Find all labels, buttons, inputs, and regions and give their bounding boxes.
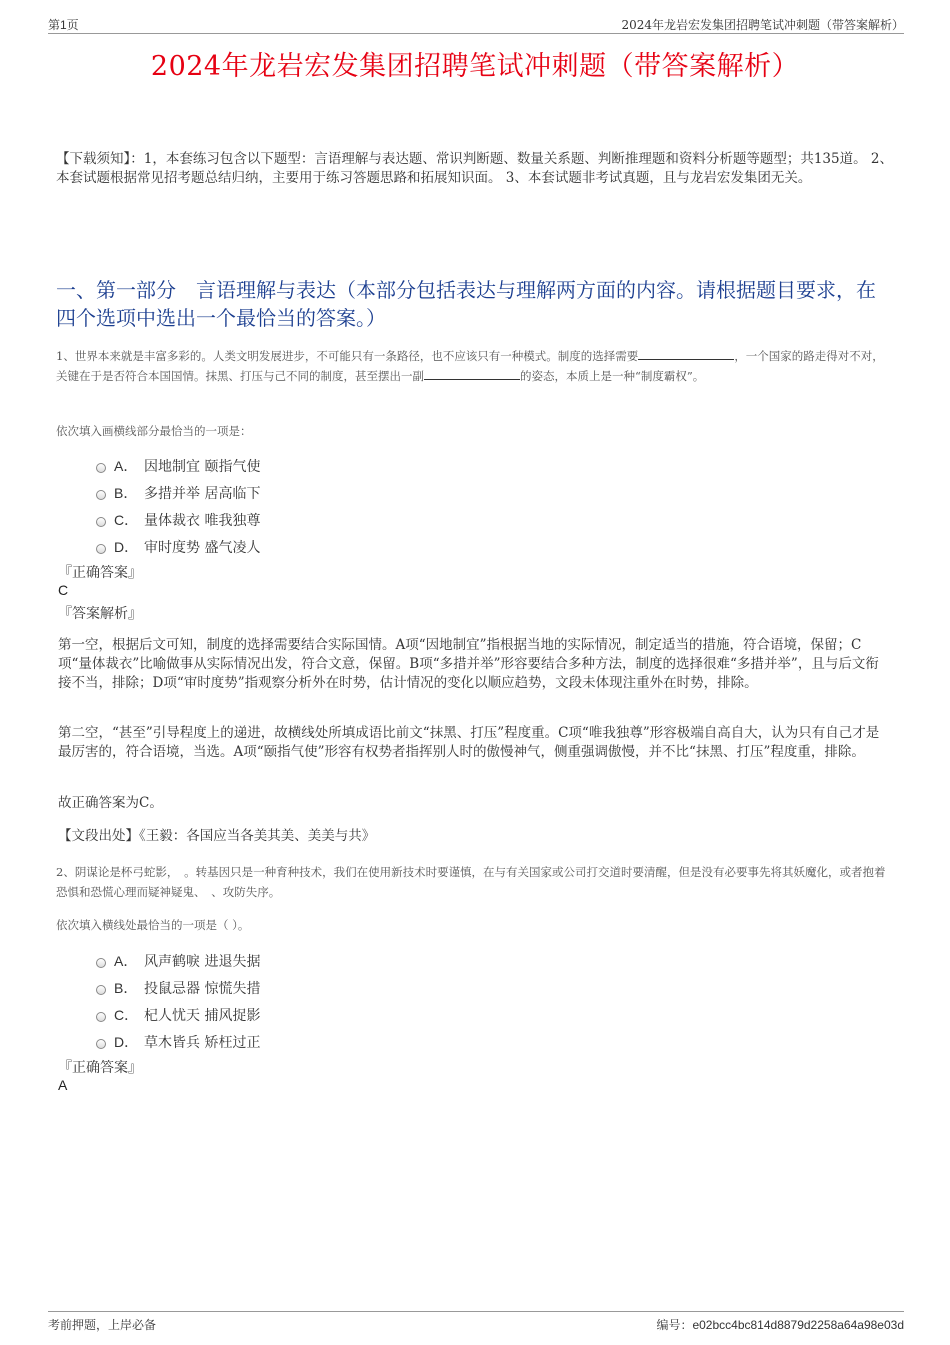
- option-d[interactable]: D． 审时度势 盛气凌人: [96, 533, 260, 560]
- answer-value-2: A: [58, 1077, 68, 1093]
- answer-label-1: 『正确答案』: [58, 565, 142, 581]
- footer-slogan: 考前押题，上岸必备: [48, 1318, 157, 1332]
- question-1-text-part1: 1、世界本来就是丰富多彩的。人类文明发展进步，不可能只有一条路径，也不应该只有一种模式。制度的选择需要: [56, 349, 639, 363]
- radio-icon[interactable]: [96, 1012, 106, 1022]
- fill-blank-2: [424, 368, 520, 380]
- analysis-label-1: 『答案解析』: [58, 606, 142, 622]
- answer-label-2: 『正确答案』: [58, 1060, 142, 1076]
- footer-code: [656, 1316, 904, 1333]
- page-number: 第1页: [48, 18, 79, 32]
- radio-icon[interactable]: [96, 463, 106, 473]
- analysis-paragraph-1: 第一空，根据后文可知，制度的选择需要结合实际国情。A项“因地制宜”指根据当地的实际情况，制定适当的措施，符合语境，保留；C项“量体裁衣”比喻做事从实际情况出发，符合文意，保留。B项“多措并举”形容要结合多种方法，制度的选择很难“多措并举”，且与后文衔接不当，排除；D项“审时度势”指观察分析外在时势，估计情况的变化以顺应趋势，文段未体现注重外在时势，排除。: [58, 637, 879, 691]
- question-1-text: [56, 346, 890, 386]
- question-2-options: [96, 947, 260, 1055]
- page-header: [48, 14, 904, 34]
- page-title: 2024年龙岩宏发集团招聘笔试冲刺题（带答案解析）: [150, 51, 800, 82]
- option-b[interactable]: B． 投鼠忌器 惊慌失措: [96, 974, 260, 1001]
- option-c[interactable]: C． 杞人忧天 捕风捉影: [96, 1001, 260, 1028]
- page-footer: [48, 1311, 904, 1335]
- option-a[interactable]: A． 风声鹤唳 进退失据: [96, 947, 260, 974]
- header-doc-title: 2024年龙岩宏发集团招聘笔试冲刺题（带答案解析）: [621, 18, 904, 32]
- footer-code-label: 编号：: [656, 1318, 693, 1332]
- question-1-text-part2: ，一个国家的路走得对不对，关键在于是否符合本国国情。抹黑、打压与己不同的制度，甚至摆出一副: [56, 349, 884, 383]
- source-citation: 【文段出处】《王毅：各国应当各美其美、美美与共》: [58, 828, 376, 844]
- option-c[interactable]: C． 量体裁衣 唯我独尊: [96, 506, 260, 533]
- option-a[interactable]: A． 因地制宜 颐指气使: [96, 452, 260, 479]
- footer-code-value: e02bcc4bc814d8879d2258a64a98e03d: [692, 1318, 904, 1332]
- radio-icon[interactable]: [96, 544, 106, 554]
- radio-icon[interactable]: [96, 985, 106, 995]
- analysis-conclusion: 故正确答案为C。: [58, 795, 163, 811]
- download-notice: 【下载须知】：1，本套练习包含以下题型：言语理解与表达题、常识判断题、数量关系题、判断推理题和资料分析题等题型；共135道。 2、本套试题根据常见招考题总结归纳，主要用于练习答题思路和拓展知识面。 3、本套试题非考试真题，且与龙岩宏发集团无关。: [56, 151, 893, 186]
- option-b[interactable]: B． 多措并举 居高临下: [96, 479, 260, 506]
- section-heading: 一、第一部分 言语理解与表达（本部分包括表达与理解两方面的内容。请根据题目要求，在四个选项中选出一个最恰当的答案。）: [56, 278, 876, 330]
- question-2-prompt: 依次填入横线处最恰当的一项是（ ）。: [56, 918, 250, 932]
- question-1-text-part3: 的姿态，本质上是一种“制度霸权”。: [520, 369, 705, 383]
- radio-icon[interactable]: [96, 517, 106, 527]
- question-2-text: 2、阴谋论是杯弓蛇影， 。转基因只是一种育种技术，我们在使用新技术时要谨慎，在与有关国家或公司打交道时要清醒，但是没有必要事先将其妖魔化，或者抱着恐惧和恐慌心理而疑神疑鬼、 、攻防失序。: [56, 865, 886, 899]
- option-d[interactable]: D． 草木皆兵 矫枉过正: [96, 1028, 260, 1055]
- radio-icon[interactable]: [96, 958, 106, 968]
- question-1-prompt: 依次填入画横线部分最恰当的一项是：: [56, 424, 252, 438]
- analysis-paragraph-2: 第二空，“甚至”引导程度上的递进，故横线处所填成语比前文“抹黑、打压”程度重。C项“唯我独尊”形容极端自高自大，认为只有自己才是最厉害的，符合语境，当选。A项“颐指气使”形容有权势者指挥别人时的傲慢神气，侧重强调傲慢，并不比“抹黑、打压”程度重，排除。: [58, 725, 880, 760]
- fill-blank-1: [638, 348, 734, 360]
- answer-value-1: C: [58, 582, 69, 598]
- question-1-options: [96, 452, 260, 560]
- radio-icon[interactable]: [96, 1039, 106, 1049]
- radio-icon[interactable]: [96, 490, 106, 500]
